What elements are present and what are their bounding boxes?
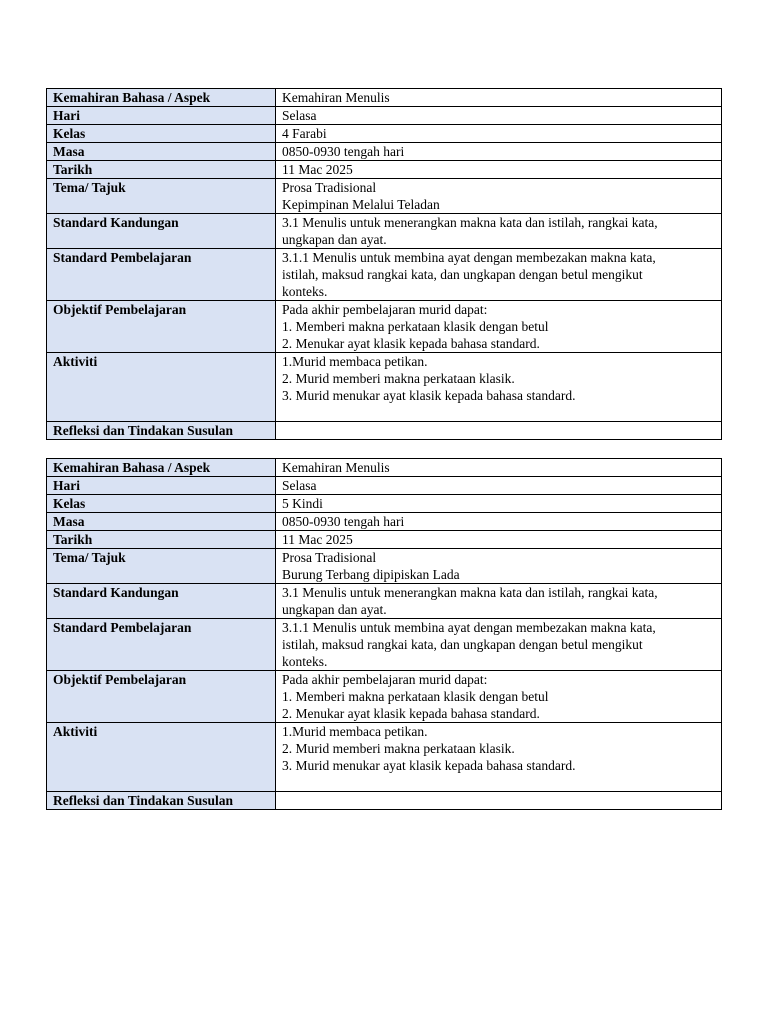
value-line	[282, 792, 715, 809]
value-line: Selasa	[282, 108, 317, 123]
value-line: konteks.	[282, 654, 328, 669]
table-row	[47, 619, 722, 671]
value-line: ungkapan dan ayat.	[282, 602, 387, 617]
table-row	[47, 671, 722, 723]
row-label: Standard Pembelajaran	[47, 619, 276, 671]
lesson-plan-body	[47, 459, 722, 810]
value-line: Selasa	[282, 478, 317, 493]
row-value	[276, 89, 722, 107]
row-label: Refleksi dan Tindakan Susulan	[47, 792, 276, 810]
value-line: 3.1 Menulis untuk menerangkan makna kata dan istilah, rangkai kata,	[282, 585, 658, 600]
lesson-plan-body	[47, 89, 722, 440]
value-line: 1.Murid membaca petikan.	[282, 724, 428, 739]
value-line: 0850-0930 tengah hari	[282, 514, 405, 529]
row-label: Aktiviti	[47, 723, 276, 792]
row-value	[276, 459, 722, 477]
row-value	[276, 513, 722, 531]
row-value	[276, 249, 722, 301]
value-line: 3. Murid menukar ayat klasik kepada bahasa standard.	[282, 758, 576, 773]
table-row	[47, 723, 722, 792]
row-label: Masa	[47, 143, 276, 161]
row-value	[276, 531, 722, 549]
row-value	[276, 107, 722, 125]
row-label: Standard Kandungan	[47, 214, 276, 249]
row-label: Kemahiran Bahasa / Aspek	[47, 89, 276, 107]
row-label: Tarikh	[47, 161, 276, 179]
value-line: 11 Mac 2025	[282, 162, 353, 177]
table-row	[47, 549, 722, 584]
value-line: Pada akhir pembelajaran murid dapat:	[282, 302, 488, 317]
table-row	[47, 353, 722, 422]
row-value	[276, 143, 722, 161]
row-value	[276, 161, 722, 179]
value-line: 2. Murid memberi makna perkataan klasik.	[282, 741, 515, 756]
value-line: istilah, maksud rangkai kata, dan ungkapan dengan betul mengikut	[282, 267, 643, 282]
value-line: 2. Menukar ayat klasik kepada bahasa standard.	[282, 336, 540, 351]
value-line: 1. Memberi makna perkataan klasik dengan betul	[282, 689, 549, 704]
row-value	[276, 353, 722, 422]
row-label: Hari	[47, 477, 276, 495]
table-row	[47, 477, 722, 495]
value-line: 3. Murid menukar ayat klasik kepada bahasa standard.	[282, 388, 576, 403]
row-label: Tema/ Tajuk	[47, 549, 276, 584]
row-label: Refleksi dan Tindakan Susulan	[47, 422, 276, 440]
table-row	[47, 513, 722, 531]
row-label: Masa	[47, 513, 276, 531]
table-row	[47, 495, 722, 513]
value-line: 3.1 Menulis untuk menerangkan makna kata dan istilah, rangkai kata,	[282, 215, 658, 230]
table-row	[47, 143, 722, 161]
table-row	[47, 422, 722, 440]
row-value	[276, 549, 722, 584]
row-value	[276, 179, 722, 214]
row-value	[276, 125, 722, 143]
row-label: Kemahiran Bahasa / Aspek	[47, 459, 276, 477]
row-label: Objektif Pembelajaran	[47, 301, 276, 353]
row-label: Hari	[47, 107, 276, 125]
value-line: 5 Kindi	[282, 496, 323, 511]
table-row	[47, 89, 722, 107]
row-value	[276, 792, 722, 810]
value-line	[282, 422, 715, 439]
value-line	[282, 774, 715, 791]
lesson-plan-table-2	[46, 458, 722, 810]
row-value	[276, 495, 722, 513]
value-line: Kemahiran Menulis	[282, 460, 390, 475]
table-row	[47, 179, 722, 214]
value-line: 2. Murid memberi makna perkataan klasik.	[282, 371, 515, 386]
value-line: Kepimpinan Melalui Teladan	[282, 197, 440, 212]
table-row	[47, 584, 722, 619]
value-line: 11 Mac 2025	[282, 532, 353, 547]
value-line: Burung Terbang dipipiskan Lada	[282, 567, 460, 582]
value-line: 0850-0930 tengah hari	[282, 144, 405, 159]
row-label: Objektif Pembelajaran	[47, 671, 276, 723]
row-value	[276, 301, 722, 353]
row-value	[276, 214, 722, 249]
table-row	[47, 107, 722, 125]
row-value	[276, 422, 722, 440]
value-line: Prosa Tradisional	[282, 550, 377, 565]
row-label: Tema/ Tajuk	[47, 179, 276, 214]
row-value	[276, 584, 722, 619]
table-row	[47, 125, 722, 143]
table-row	[47, 792, 722, 810]
row-label: Standard Kandungan	[47, 584, 276, 619]
value-line	[282, 404, 715, 421]
value-line: 1.Murid membaca petikan.	[282, 354, 428, 369]
value-line: 4 Farabi	[282, 126, 327, 141]
table-row	[47, 214, 722, 249]
lesson-plan-table-1	[46, 88, 722, 440]
row-label: Kelas	[47, 495, 276, 513]
value-line: 3.1.1 Menulis untuk membina ayat dengan membezakan makna kata,	[282, 250, 656, 265]
row-label: Tarikh	[47, 531, 276, 549]
table-row	[47, 301, 722, 353]
value-line: 3.1.1 Menulis untuk membina ayat dengan membezakan makna kata,	[282, 620, 656, 635]
value-line: Pada akhir pembelajaran murid dapat:	[282, 672, 488, 687]
table-row	[47, 531, 722, 549]
table-row	[47, 161, 722, 179]
table-row	[47, 249, 722, 301]
value-line: 1. Memberi makna perkataan klasik dengan betul	[282, 319, 549, 334]
row-value	[276, 619, 722, 671]
value-line: Prosa Tradisional	[282, 180, 377, 195]
row-label: Standard Pembelajaran	[47, 249, 276, 301]
table-row	[47, 459, 722, 477]
value-line: Kemahiran Menulis	[282, 90, 390, 105]
row-value	[276, 477, 722, 495]
value-line: istilah, maksud rangkai kata, dan ungkapan dengan betul mengikut	[282, 637, 643, 652]
value-line: ungkapan dan ayat.	[282, 232, 387, 247]
row-label: Kelas	[47, 125, 276, 143]
value-line: konteks.	[282, 284, 328, 299]
row-value	[276, 671, 722, 723]
row-label: Aktiviti	[47, 353, 276, 422]
value-line: 2. Menukar ayat klasik kepada bahasa standard.	[282, 706, 540, 721]
row-value	[276, 723, 722, 792]
